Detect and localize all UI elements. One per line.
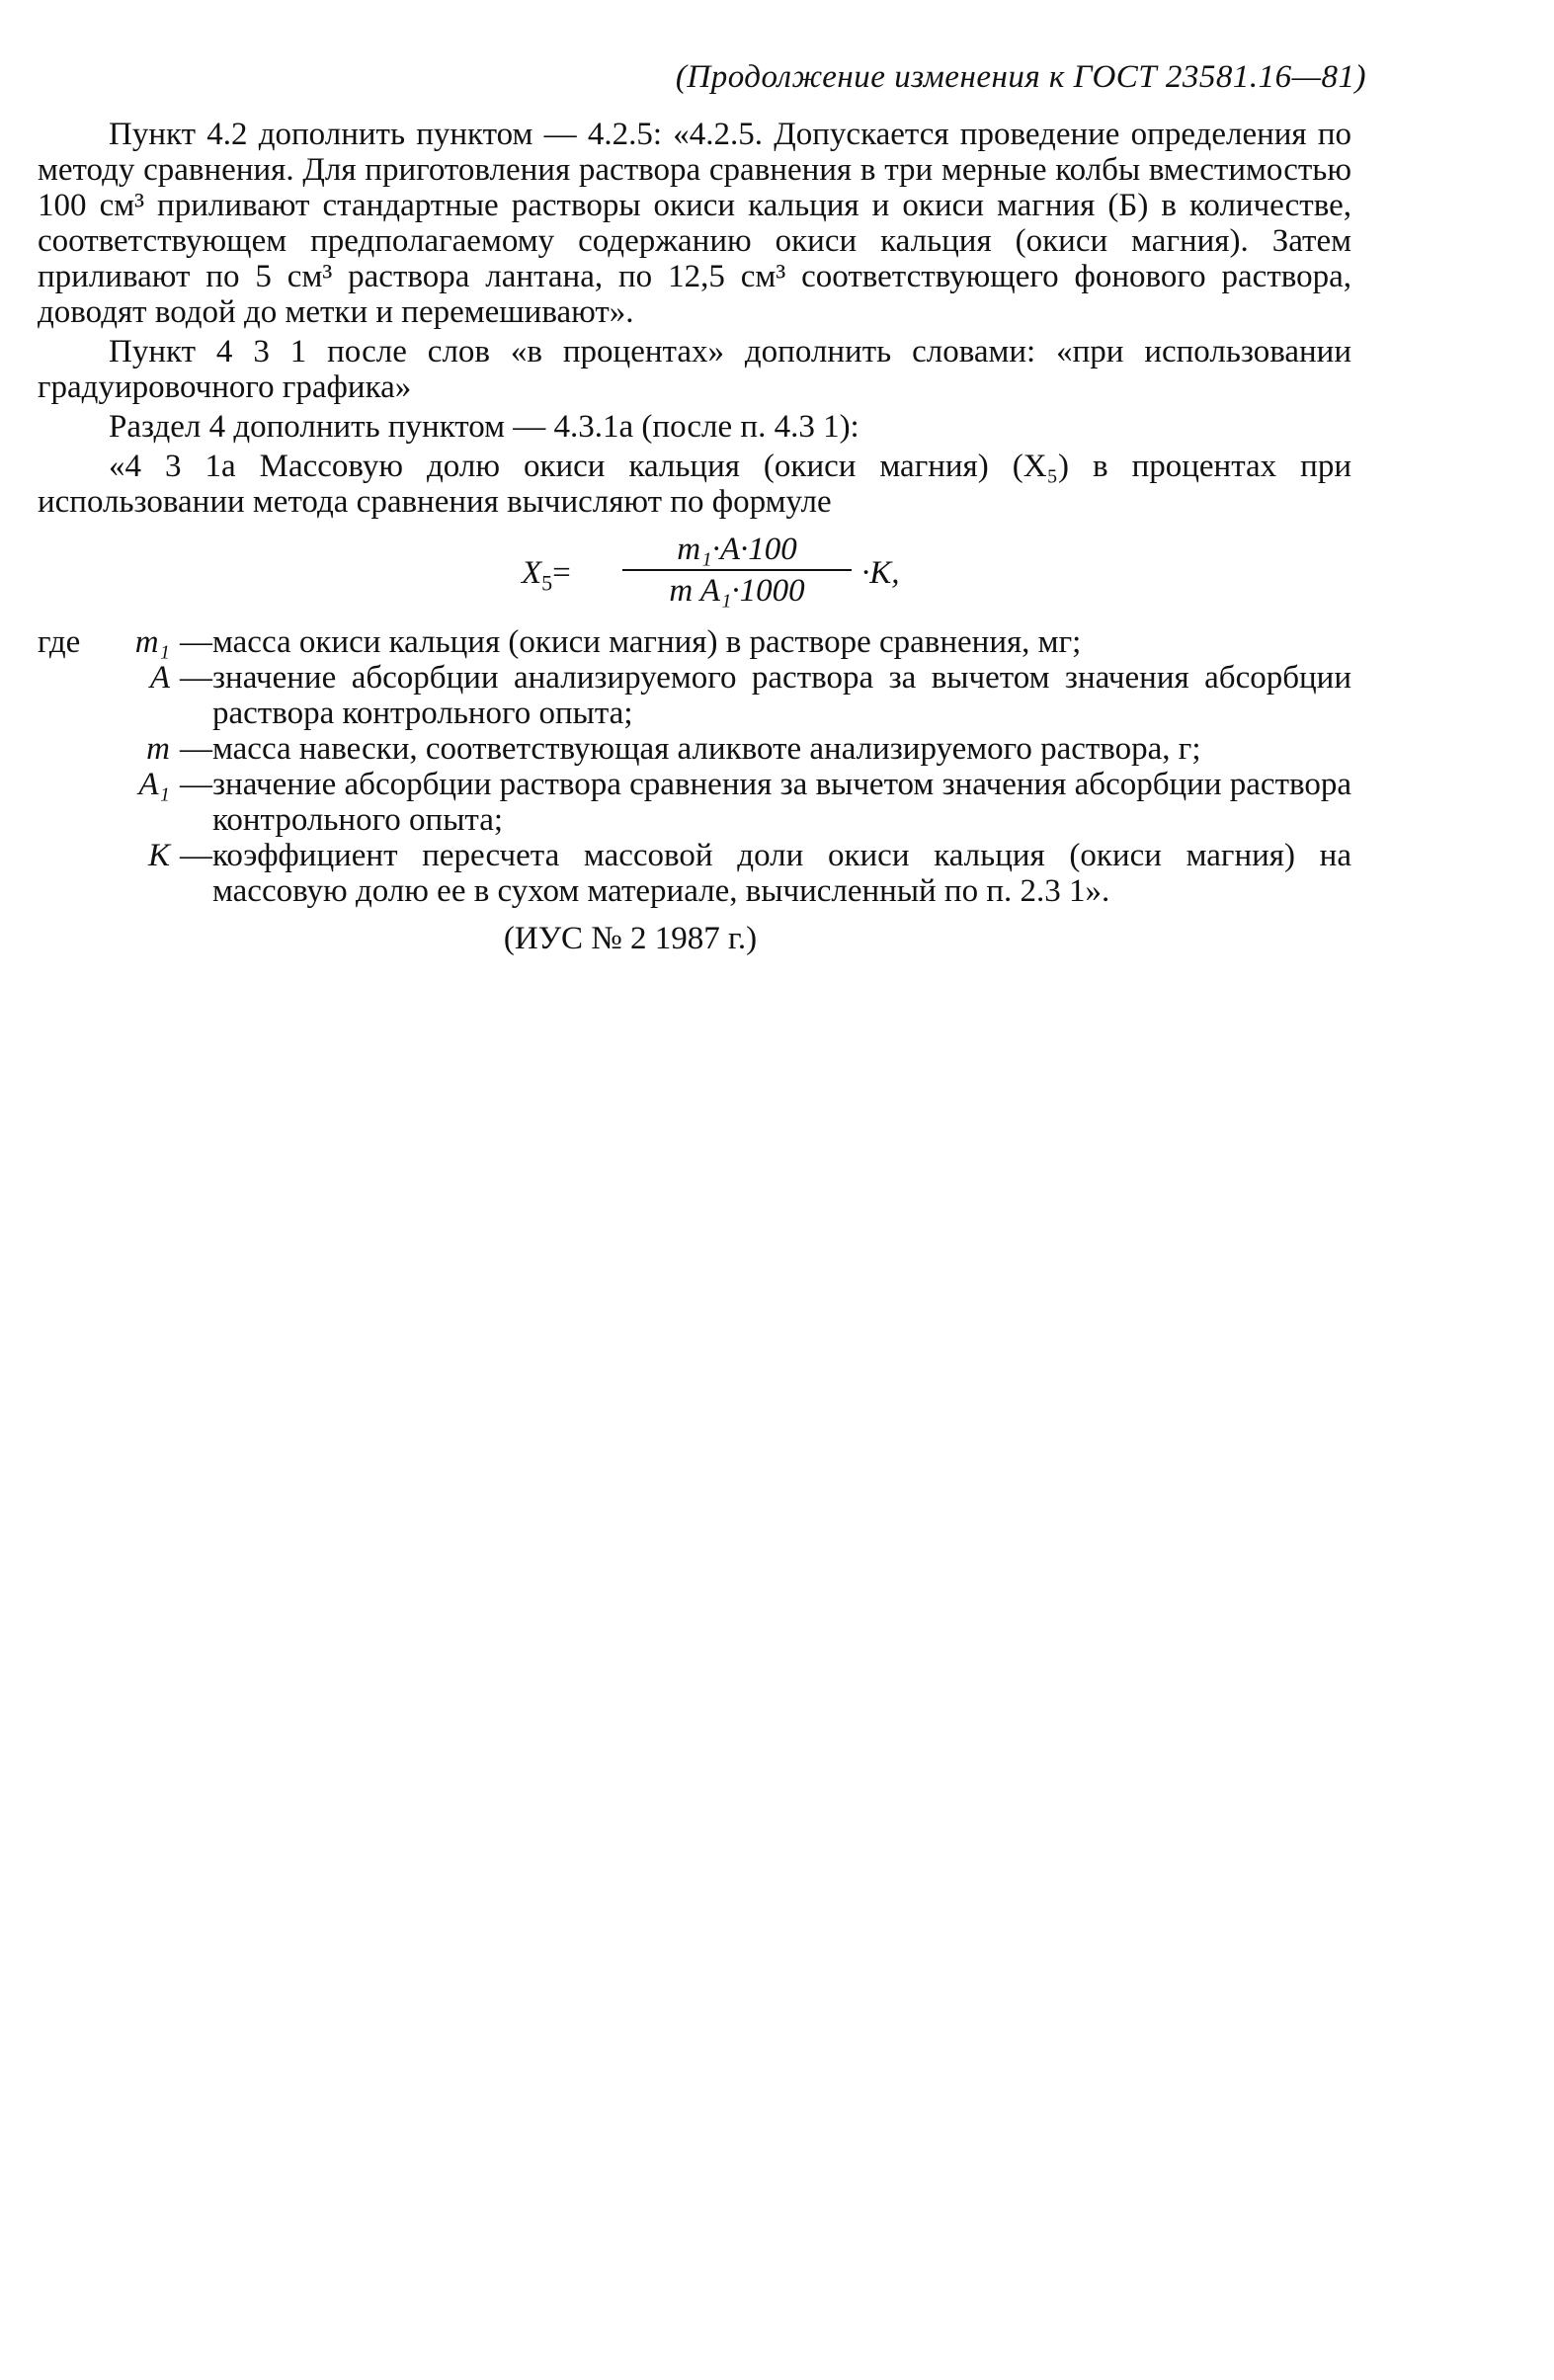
definition-dash: — <box>180 767 212 802</box>
definition-text: коэффициент пересчета массовой доли окиси кальция (окиси магния) на массовую долю ее в сухом материале, вычисленный по п. 2.3 1». <box>212 838 1351 909</box>
formula-numerator: m₁·A·100 <box>622 532 852 571</box>
definition-text: значение абсорбции раствора сравнения за вычетом значения абсорбции раствора контрольного опыта; <box>212 767 1351 838</box>
definition-symbol: A₁ <box>138 767 170 802</box>
paragraph-clause-4-3-1: Пункт 4 3 1 после слов «в процентах» дополнить словами: «при использовании градуировочного графика» <box>38 334 1351 405</box>
document-body <box>38 117 1351 956</box>
definition-item <box>38 660 1351 731</box>
definition-item <box>38 838 1351 909</box>
paragraph-section-4: Раздел 4 дополнить пунктом — 4.3.1а (после п. 4.3 1): <box>109 409 859 445</box>
definition-item <box>38 767 1351 838</box>
definition-text: значение абсорбции анализируемого раствора за вычетом значения абсорбции раствора контрольного опыта; <box>212 660 1351 731</box>
definition-dash: — <box>180 624 212 660</box>
formula-denominator: m A₁·1000 <box>669 573 805 609</box>
page-header: (Продолжение изменения к ГОСТ 23581.16—81) <box>675 59 1366 95</box>
definitions-list <box>38 624 1351 909</box>
definition-symbol: A <box>149 660 170 696</box>
formula-fraction <box>622 532 852 611</box>
definition-item <box>38 624 1351 660</box>
where-word: где <box>38 624 81 660</box>
definition-dash: — <box>180 660 212 696</box>
definition-symbol: m <box>146 731 170 767</box>
definition-text: масса навески, соответствующая аликвоте анализируемого раствора, г; <box>212 731 1201 767</box>
formula-lhs-subscript: 5 <box>541 570 553 596</box>
definition-symbol: K <box>147 838 170 873</box>
definition-dash: — <box>180 838 212 873</box>
paragraph-clause-4-3-1a: «4 3 1а Массовую долю окиси кальция (окиси магния) (X₅) в процентах при использовании метода сравнения вычисляют по формуле <box>38 449 1351 520</box>
definition-dash: — <box>180 731 212 767</box>
formula-lhs-symbol: X <box>522 555 542 591</box>
formula-equals: = <box>552 555 571 591</box>
definition-symbol: m₁ <box>134 624 170 660</box>
paragraph-clause-4-2-5: Пункт 4.2 дополнить пунктом — 4.2.5: «4.2.5. Допускается проведение определения по методу сравнения. Для приготовления раствора сравнения в три мерные колбы вместимостью 100 см³ приливают стандартные растворы окиси кальция и окиси магния (Б) в количестве, соответствующем предполагаемому содержанию окиси кальция (окиси магния). Затем приливают по 5 см³ раствора лантана, по 12,5 см³ соответствующего фонового раствора, доводят водой до метки и перемешивают». <box>38 117 1351 330</box>
formula-lhs <box>522 555 571 602</box>
definition-text: масса окиси кальция (окиси магния) в растворе сравнения, мг; <box>212 624 1082 660</box>
formula-x5 <box>38 532 1351 615</box>
publication-reference: (ИУС № 2 1987 г.) <box>503 921 758 956</box>
definition-item <box>38 731 1351 767</box>
formula-multiplier: ·K, <box>861 555 900 591</box>
